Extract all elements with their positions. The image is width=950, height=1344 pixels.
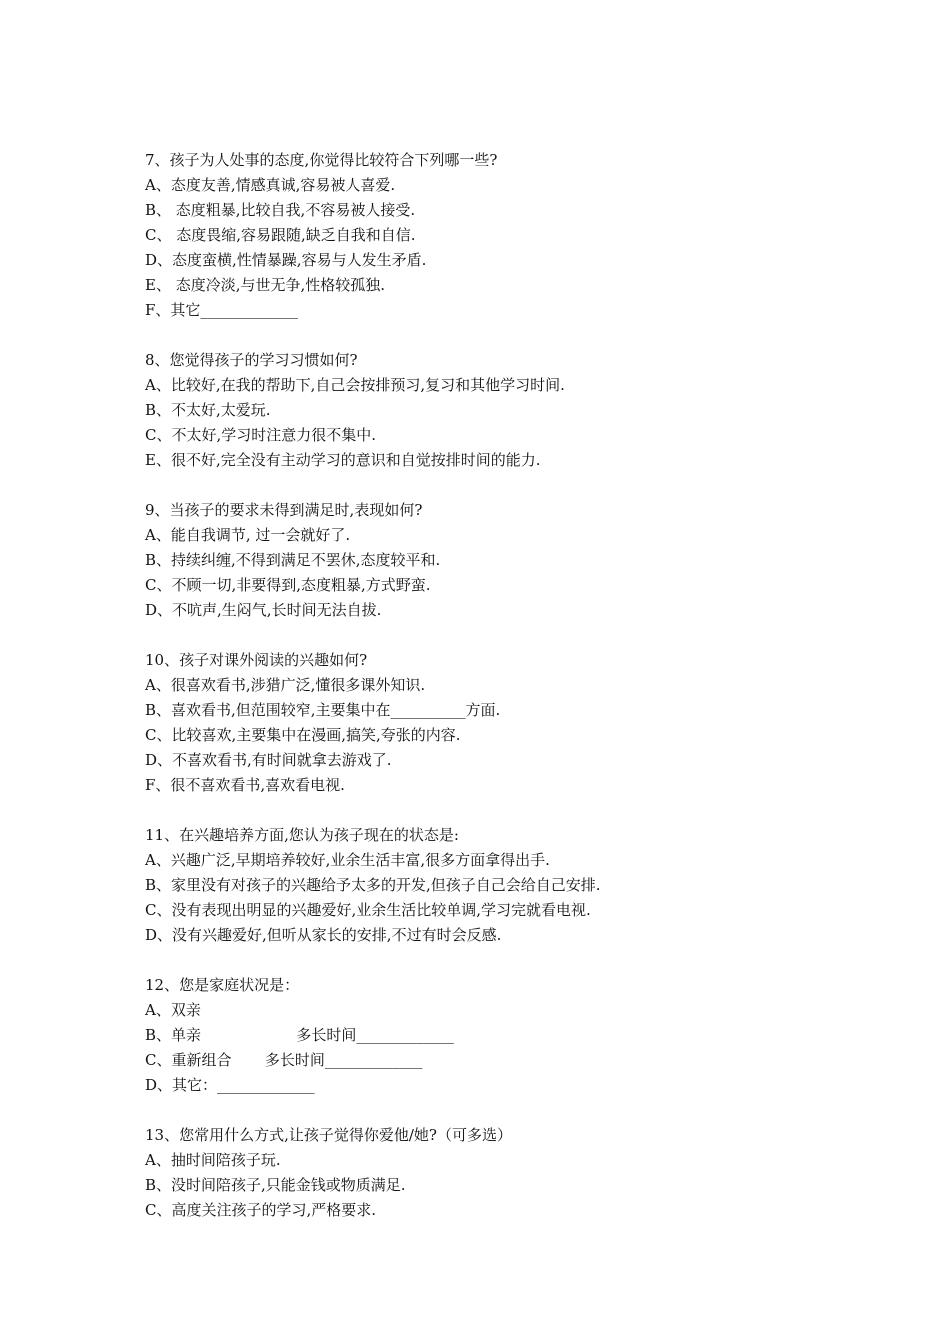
option-e: E、很不好,完全没有主动学习的意识和自觉按排时间的能力. — [145, 451, 541, 469]
option-b: B、家里没有对孩子的兴趣给予太多的开发,但孩子自己会给自己安排. — [145, 876, 601, 894]
question-title: 9、当孩子的要求未得到满足时,表现如何? — [145, 501, 423, 519]
option-b: B、喜欢看书,但范围较窄,主要集中在__________方面. — [145, 701, 501, 719]
question-13 — [145, 1123, 925, 1223]
option-c: C、不太好,学习时注意力很不集中. — [145, 426, 377, 444]
question-title: 8、您觉得孩子的学习习惯如何? — [145, 351, 358, 369]
option-c: C、 态度畏缩,容易跟随,缺乏自我和自信. — [145, 226, 416, 244]
option-d: D、其它：_____________ — [145, 1076, 315, 1094]
option-b: B、不太好,太爱玩. — [145, 401, 271, 419]
question-title: 13、您常用什么方式,让孩子觉得你爱他/她?（可多选） — [145, 1126, 512, 1144]
option-d: D、态度蛮横,性情暴躁,容易与人发生矛盾. — [145, 251, 427, 269]
option-e: E、 态度冷淡,与世无争,性格较孤独. — [145, 276, 386, 294]
question-7 — [145, 148, 925, 323]
option-f: F、很不喜欢看书,喜欢看电视. — [145, 776, 345, 794]
question-12 — [145, 973, 925, 1098]
question-11 — [145, 823, 925, 948]
option-b: B、单亲 多长时间_____________ — [145, 1026, 454, 1044]
option-a: A、比较好,在我的帮助下,自己会按排预习,复习和其他学习时间. — [145, 376, 565, 394]
questionnaire-page — [145, 148, 925, 1248]
option-a: A、抽时间陪孩子玩. — [145, 1151, 281, 1169]
question-title: 12、您是家庭状况是： — [145, 976, 300, 994]
option-c: C、不顾一切,非要得到,态度粗暴,方式野蛮. — [145, 576, 431, 594]
option-f: F、其它_____________ — [145, 301, 298, 319]
option-c: C、高度关注孩子的学习,严格要求. — [145, 1201, 377, 1219]
question-10 — [145, 648, 925, 798]
question-8 — [145, 348, 925, 473]
option-b: B、没时间陪孩子,只能金钱或物质满足. — [145, 1176, 406, 1194]
option-b: B、 态度粗暴,比较自我,不容易被人接受. — [145, 201, 416, 219]
option-d: D、不吭声,生闷气,长时间无法自拔. — [145, 601, 382, 619]
option-a: A、很喜欢看书,涉猎广泛,懂很多课外知识. — [145, 676, 426, 694]
option-a: A、兴趣广泛,早期培养较好,业余生活丰富,很多方面拿得出手. — [145, 851, 550, 869]
question-title: 11、在兴趣培养方面,您认为孩子现在的状态是: — [145, 826, 459, 844]
option-c: C、重新组合 多长时间_____________ — [145, 1051, 423, 1069]
question-9 — [145, 498, 925, 623]
option-b: B、持续纠缠,不得到满足不罢休,态度较平和. — [145, 551, 441, 569]
option-a: A、双亲 — [145, 1001, 201, 1019]
option-c: C、没有表现出明显的兴趣爱好,业余生活比较单调,学习完就看电视. — [145, 901, 591, 919]
option-a: A、能自我调节, 过一会就好了. — [145, 526, 351, 544]
option-d: D、没有兴趣爱好,但听从家长的安排,不过有时会反感. — [145, 926, 502, 944]
option-a: A、态度友善,情感真诚,容易被人喜爱. — [145, 176, 396, 194]
question-title: 7、孩子为人处事的态度,你觉得比较符合下列哪一些? — [145, 151, 498, 169]
option-c: C、比较喜欢,主要集中在漫画,搞笑,夸张的内容. — [145, 726, 461, 744]
question-title: 10、孩子对课外阅读的兴趣如何? — [145, 651, 368, 669]
option-d: D、不喜欢看书,有时间就拿去游戏了. — [145, 751, 392, 769]
